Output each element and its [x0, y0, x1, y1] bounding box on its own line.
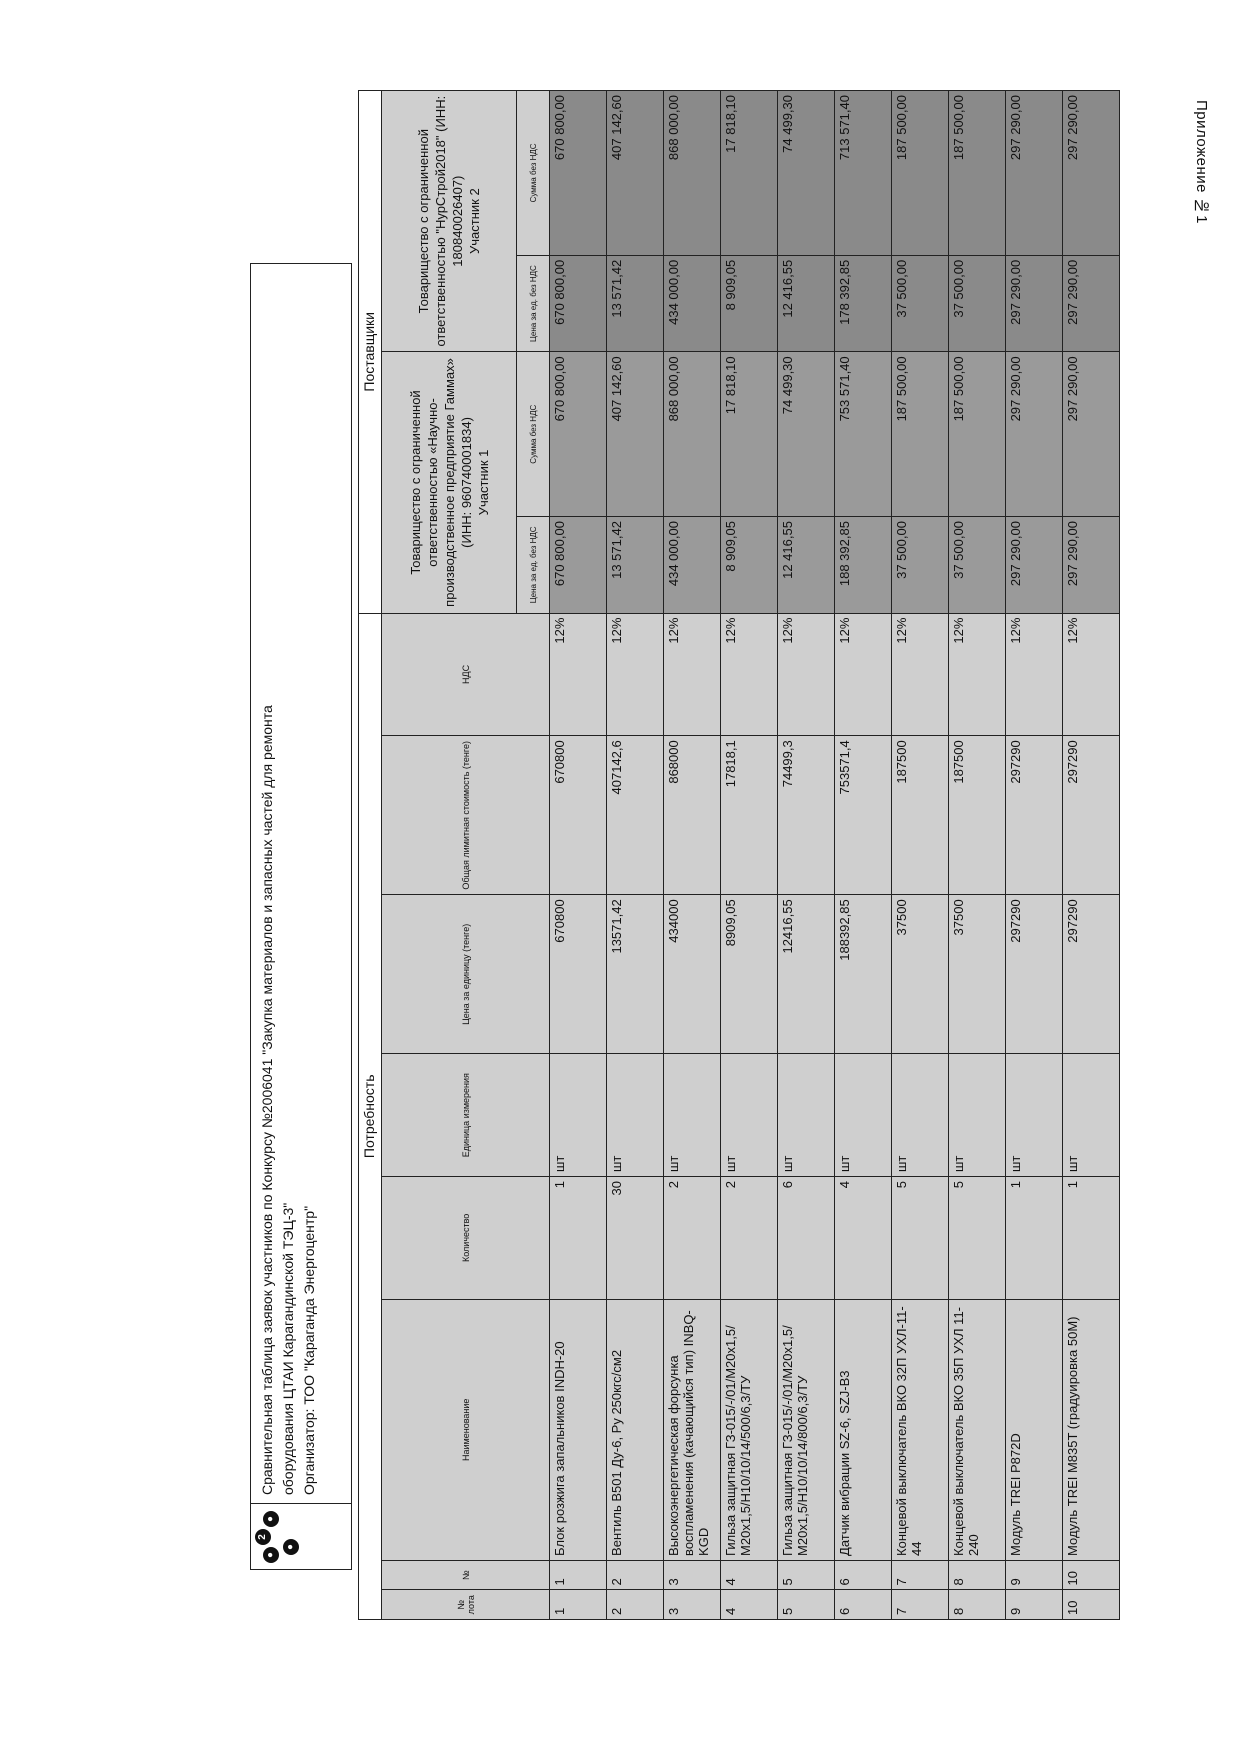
cell-name: Гильза защитная ГЗ-015/-/01/М20х1,5/М20х1,5/Н10/10/14/800/6,3/ТУ	[778, 1299, 835, 1560]
suppliers-section-title: Поставщики	[359, 91, 382, 614]
cell-lot: 9	[1006, 1590, 1063, 1620]
cell-no: 8	[949, 1560, 1006, 1590]
s1-col-sum: Сумма без НДС	[517, 352, 550, 517]
cell-vat: 12%	[1006, 613, 1063, 736]
cell-unit-price: 297290	[1063, 895, 1120, 1054]
supplier-2-name: Товарищество с ограниченной ответственностью "НурСтрой2018" (ИНН: 180840026407)	[416, 95, 465, 347]
cell-total: 74499,3	[778, 736, 835, 895]
supplier-2-participant: Участник 2	[467, 188, 482, 255]
table-row	[664, 91, 721, 1620]
cell-unit: шт	[1006, 1054, 1063, 1177]
cell-s1-sum: 297 290,00	[1006, 352, 1063, 517]
s1-col-price: Цена за ед. без НДС	[517, 517, 550, 614]
cell-vat: 12%	[607, 613, 664, 736]
cell-qty: 1	[1006, 1177, 1063, 1300]
cell-no: 2	[607, 1560, 664, 1590]
cell-unit-price: 37500	[949, 895, 1006, 1054]
cell-s1-price: 13 571,42	[607, 517, 664, 614]
cell-s2-sum: 74 499,30	[778, 91, 835, 256]
cell-s1-price: 188 392,85	[835, 517, 892, 614]
cell-vat: 12%	[721, 613, 778, 736]
cell-s1-sum: 407 142,60	[607, 352, 664, 517]
cell-unit: шт	[892, 1054, 949, 1177]
header-line-2: оборудования ЦТАИ Карагандинской ТЭЦ-3"	[280, 1202, 296, 1495]
cell-qty: 2	[664, 1177, 721, 1300]
company-logo-icon: ● 2 ● ●	[251, 1503, 351, 1569]
cell-s2-price: 37 500,00	[892, 255, 949, 352]
col-lot-no: № лота	[382, 1590, 550, 1620]
cell-qty: 5	[892, 1177, 949, 1300]
cell-s1-sum: 868 000,00	[664, 352, 721, 517]
cell-unit: шт	[607, 1054, 664, 1177]
cell-unit-price: 297290	[1006, 895, 1063, 1054]
cell-s2-price: 12 416,55	[778, 255, 835, 352]
table-row	[550, 91, 607, 1620]
cell-name: Модуль TREI P872D	[1006, 1299, 1063, 1560]
cell-vat: 12%	[835, 613, 892, 736]
table-row	[835, 91, 892, 1620]
cell-lot: 8	[949, 1590, 1006, 1620]
cell-qty: 30	[607, 1177, 664, 1300]
cell-unit-price: 188392,85	[835, 895, 892, 1054]
table-body	[550, 91, 1120, 1620]
col-vat: НДС	[382, 613, 550, 736]
cell-s2-sum: 187 500,00	[949, 91, 1006, 256]
cell-total: 187500	[949, 736, 1006, 895]
cell-no: 10	[1063, 1560, 1120, 1590]
cell-name: Гильза защитная ГЗ-015/-/01/М20х1,5/М20х1,5/Н10/10/14/500/6,3/ТУ	[721, 1299, 778, 1560]
cell-s2-price: 8 909,05	[721, 255, 778, 352]
cell-unit: шт	[664, 1054, 721, 1177]
s2-col-sum: Сумма без НДС	[517, 91, 550, 256]
cell-name: Вентиль В501 Ду-6, Ру 250кгс/см2	[607, 1299, 664, 1560]
cell-no: 4	[721, 1560, 778, 1590]
cell-no: 9	[1006, 1560, 1063, 1590]
cell-s2-price: 434 000,00	[664, 255, 721, 352]
cell-no: 1	[550, 1560, 607, 1590]
table-row	[607, 91, 664, 1620]
appendix-label: Приложение №1	[1193, 100, 1210, 224]
cell-s2-sum: 17 818,10	[721, 91, 778, 256]
cell-unit: шт	[835, 1054, 892, 1177]
col-unit-price: Цена за единицу (тенге)	[382, 895, 550, 1054]
table-row	[892, 91, 949, 1620]
col-no: №	[382, 1560, 550, 1590]
cell-lot: 7	[892, 1590, 949, 1620]
cell-unit: шт	[1063, 1054, 1120, 1177]
cell-s2-price: 297 290,00	[1006, 255, 1063, 352]
cell-vat: 12%	[550, 613, 607, 736]
cell-vat: 12%	[1063, 613, 1120, 736]
cell-s2-sum: 187 500,00	[892, 91, 949, 256]
cell-s1-price: 670 800,00	[550, 517, 607, 614]
cell-name: Модуль TREI M835T (градуировка 50М)	[1063, 1299, 1120, 1560]
cell-s1-price: 37 500,00	[892, 517, 949, 614]
cell-name: Блок розжига запальников INDH-20	[550, 1299, 607, 1560]
cell-lot: 6	[835, 1590, 892, 1620]
cell-unit: шт	[721, 1054, 778, 1177]
cell-s2-sum: 297 290,00	[1006, 91, 1063, 256]
cell-qty: 4	[835, 1177, 892, 1300]
s2-col-price: Цена за ед. без НДС	[517, 255, 550, 352]
demand-section-title: Потребность	[359, 613, 382, 1619]
cell-unit: шт	[778, 1054, 835, 1177]
cell-total: 670800	[550, 736, 607, 895]
cell-s1-sum: 187 500,00	[949, 352, 1006, 517]
cell-qty: 5	[949, 1177, 1006, 1300]
header-line-1: Сравнительная таблица заявок участников по Конкурсу №2006041 "Закупка материалов и запасных частей для ремонта	[259, 705, 275, 1495]
cell-lot: 4	[721, 1590, 778, 1620]
table-row	[721, 91, 778, 1620]
cell-name: Высокоэнергетическая форсунка воспламенения (качающийся тип) INBQ-KGD	[664, 1299, 721, 1560]
cell-total: 297290	[1006, 736, 1063, 895]
cell-s2-price: 670 800,00	[550, 255, 607, 352]
cell-s2-price: 178 392,85	[835, 255, 892, 352]
cell-total: 868000	[664, 736, 721, 895]
cell-lot: 10	[1063, 1590, 1120, 1620]
cell-name: Концевой выключатель ВКО 35П УХЛ 11-240	[949, 1299, 1006, 1560]
cell-qty: 6	[778, 1177, 835, 1300]
cell-s1-price: 8 909,05	[721, 517, 778, 614]
table-row	[1063, 91, 1120, 1620]
table-row	[778, 91, 835, 1620]
cell-s2-sum: 713 571,40	[835, 91, 892, 256]
col-unit: Единица измерения	[382, 1054, 550, 1177]
cell-qty: 1	[550, 1177, 607, 1300]
cell-unit-price: 12416,55	[778, 895, 835, 1054]
cell-s1-price: 297 290,00	[1006, 517, 1063, 614]
cell-unit-price: 37500	[892, 895, 949, 1054]
cell-no: 3	[664, 1560, 721, 1590]
cell-s2-price: 37 500,00	[949, 255, 1006, 352]
cell-name: Концевой выключатель ВКО 32П УХЛ-11-44	[892, 1299, 949, 1560]
col-qty: Количество	[382, 1177, 550, 1300]
supplier-1-participant: Участник 1	[475, 449, 491, 516]
cell-vat: 12%	[664, 613, 721, 736]
cell-unit-price: 670800	[550, 895, 607, 1054]
cell-s1-price: 12 416,55	[778, 517, 835, 614]
cell-lot: 2	[607, 1590, 664, 1620]
cell-s2-sum: 297 290,00	[1063, 91, 1120, 256]
cell-lot: 5	[778, 1590, 835, 1620]
cell-s2-sum: 407 142,60	[607, 91, 664, 256]
table-row	[1006, 91, 1063, 1620]
cell-s1-sum: 297 290,00	[1063, 352, 1120, 517]
supplier-2-header	[382, 91, 517, 352]
cell-unit: шт	[550, 1054, 607, 1177]
cell-unit-price: 434000	[664, 895, 721, 1054]
cell-s2-price: 13 571,42	[607, 255, 664, 352]
cell-qty: 2	[721, 1177, 778, 1300]
col-name: Наименование	[382, 1299, 550, 1560]
cell-s1-sum: 187 500,00	[892, 352, 949, 517]
cell-s1-price: 297 290,00	[1063, 517, 1120, 614]
cell-total: 753571,4	[835, 736, 892, 895]
cell-total: 407142,6	[607, 736, 664, 895]
cell-total: 297290	[1063, 736, 1120, 895]
header-line-3: Организатор: ТОО "Караганда Энергоцентр"	[301, 1205, 317, 1495]
cell-unit-price: 8909,05	[721, 895, 778, 1054]
document-header	[250, 263, 352, 1570]
cell-s1-sum: 74 499,30	[778, 352, 835, 517]
cell-name: Датчик вибрации SZ-6, SZJ-B3	[835, 1299, 892, 1560]
cell-s2-sum: 868 000,00	[664, 91, 721, 256]
supplier-1-header	[382, 352, 517, 613]
cell-s2-sum: 670 800,00	[550, 91, 607, 256]
cell-vat: 12%	[949, 613, 1006, 736]
cell-no: 5	[778, 1560, 835, 1590]
supplier-1-name: Товарищество с ограниченной ответственностью «Научно-производственное предприятие Гаммах» (ИНН: 960740001834)	[407, 358, 474, 607]
cell-s1-sum: 670 800,00	[550, 352, 607, 517]
cell-s1-price: 37 500,00	[949, 517, 1006, 614]
cell-unit: шт	[949, 1054, 1006, 1177]
cell-s1-sum: 17 818,10	[721, 352, 778, 517]
cell-s1-sum: 753 571,40	[835, 352, 892, 517]
cell-vat: 12%	[778, 613, 835, 736]
cell-total: 17818,1	[721, 736, 778, 895]
cell-qty: 1	[1063, 1177, 1120, 1300]
cell-vat: 12%	[892, 613, 949, 736]
cell-total: 187500	[892, 736, 949, 895]
col-total: Общая лимитная стоимость (тенге)	[382, 736, 550, 895]
cell-s1-price: 434 000,00	[664, 517, 721, 614]
cell-s2-price: 297 290,00	[1063, 255, 1120, 352]
cell-lot: 3	[664, 1590, 721, 1620]
cell-unit-price: 13571,42	[607, 895, 664, 1054]
rotated-sheet	[250, 90, 1080, 1620]
cell-no: 7	[892, 1560, 949, 1590]
cell-no: 6	[835, 1560, 892, 1590]
comparison-table	[358, 90, 1120, 1620]
table-row	[949, 91, 1006, 1620]
cell-lot: 1	[550, 1590, 607, 1620]
